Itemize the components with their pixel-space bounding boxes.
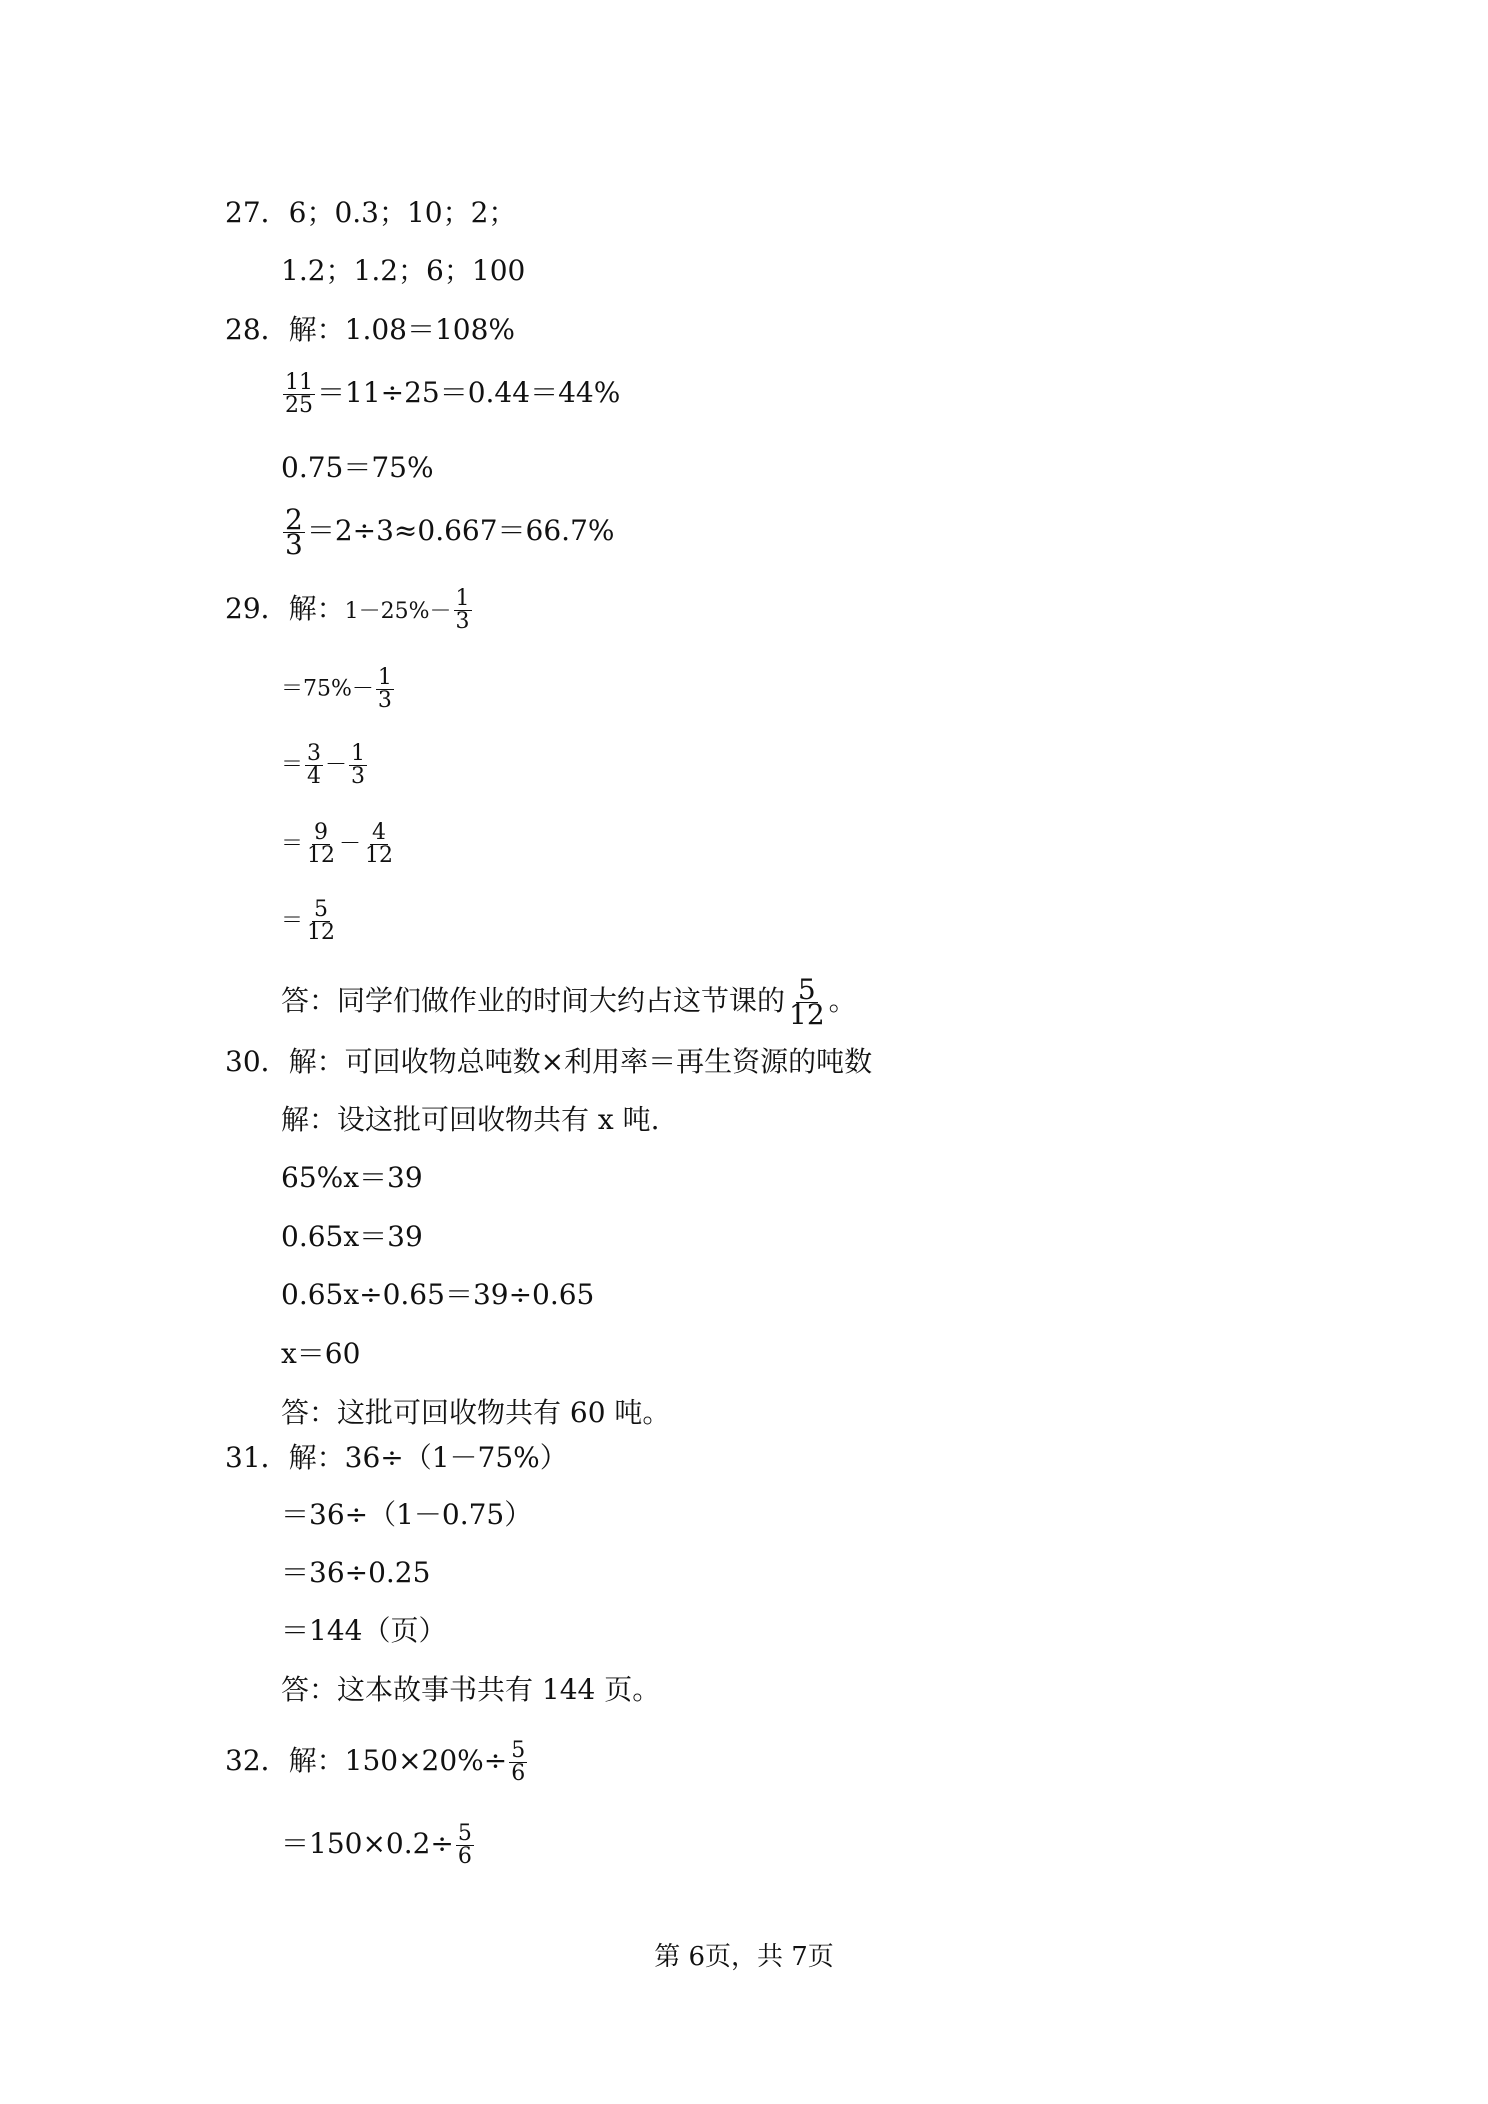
- q30-line5: 0.65x÷0.65＝39÷0.65: [281, 1278, 595, 1311]
- q28-line3: 0.75＝75%: [281, 451, 434, 484]
- fraction: $\frac{5}{12}$: [307, 897, 336, 945]
- q32-line2: ＝150×0.2÷ $\frac{5}{6}$: [281, 1821, 472, 1869]
- q28-line4: $\frac{2}{3}$ ＝2÷3≈0.667＝66.7%: [285, 503, 615, 561]
- q30-line6: x＝60: [281, 1337, 361, 1370]
- fraction: $\frac{2}{3}$: [285, 503, 303, 561]
- q29-step3: ＝ $\frac{3}{4}$ － $\frac{1}{3}$: [281, 741, 366, 789]
- q29-step2: ＝75%－ $\frac{1}{3}$: [281, 665, 392, 713]
- q30-line4: 0.65x＝39: [281, 1220, 423, 1253]
- q32-line1: 32．解：150×20%÷ $\frac{5}{6}$: [225, 1738, 526, 1786]
- fraction: $\frac{4}{12}$: [365, 820, 394, 868]
- page-footer: 第 6页，共 7页: [654, 1942, 834, 1972]
- q29-answer: 答：同学们做作业的时间大约占这节课的 $\frac{5}{12}$ 。: [281, 973, 857, 1031]
- q27-line1: 27．6；0.3；10；2；: [225, 196, 517, 229]
- q29-step4: ＝ $\frac{9}{12}$ － $\frac{4}{12}$: [281, 820, 394, 868]
- fraction: $\frac{1}{3}$: [351, 741, 366, 789]
- fraction: $\frac{5}{12}$: [789, 973, 825, 1031]
- fraction: $\frac{5}{6}$: [457, 1821, 472, 1869]
- q30-answer: 答：这批可回收物共有 60 吨。: [281, 1396, 671, 1429]
- fraction: $\frac{3}{4}$: [307, 741, 322, 789]
- q30-line2: 解：设这批可回收物共有 x 吨.: [281, 1103, 660, 1136]
- fraction: $\frac{1}{3}$: [455, 586, 470, 634]
- q30-line1: 30．解：可回收物总吨数×利用率＝再生资源的吨数: [225, 1045, 873, 1078]
- q31-answer: 答：这本故事书共有 144 页。: [281, 1673, 661, 1706]
- fraction: $\frac{9}{12}$: [307, 820, 336, 868]
- q30-line3: 65%x＝39: [281, 1161, 423, 1194]
- fraction: $\frac{11}{25}$: [285, 370, 313, 418]
- fraction: $\frac{5}{6}$: [511, 1738, 526, 1786]
- fraction: $\frac{1}{3}$: [377, 665, 392, 713]
- q27-line2: 1.2；1.2；6；100: [281, 254, 526, 287]
- q31-line2: ＝36÷（1－0.75）: [281, 1498, 533, 1531]
- q29-step5: ＝ $\frac{5}{12}$: [281, 897, 336, 945]
- q29-line1: 29．解：1－25%－ $\frac{1}{3}$: [225, 586, 470, 634]
- q28-line1: 28．解：1.08＝108%: [225, 313, 516, 346]
- q31-line4: ＝144（页）: [281, 1614, 447, 1647]
- q28-line2: $\frac{11}{25}$ ＝11÷25＝0.44＝44%: [285, 370, 621, 418]
- q31-line1: 31．解：36÷（1－75%）: [225, 1441, 568, 1474]
- q31-line3: ＝36÷0.25: [281, 1556, 431, 1589]
